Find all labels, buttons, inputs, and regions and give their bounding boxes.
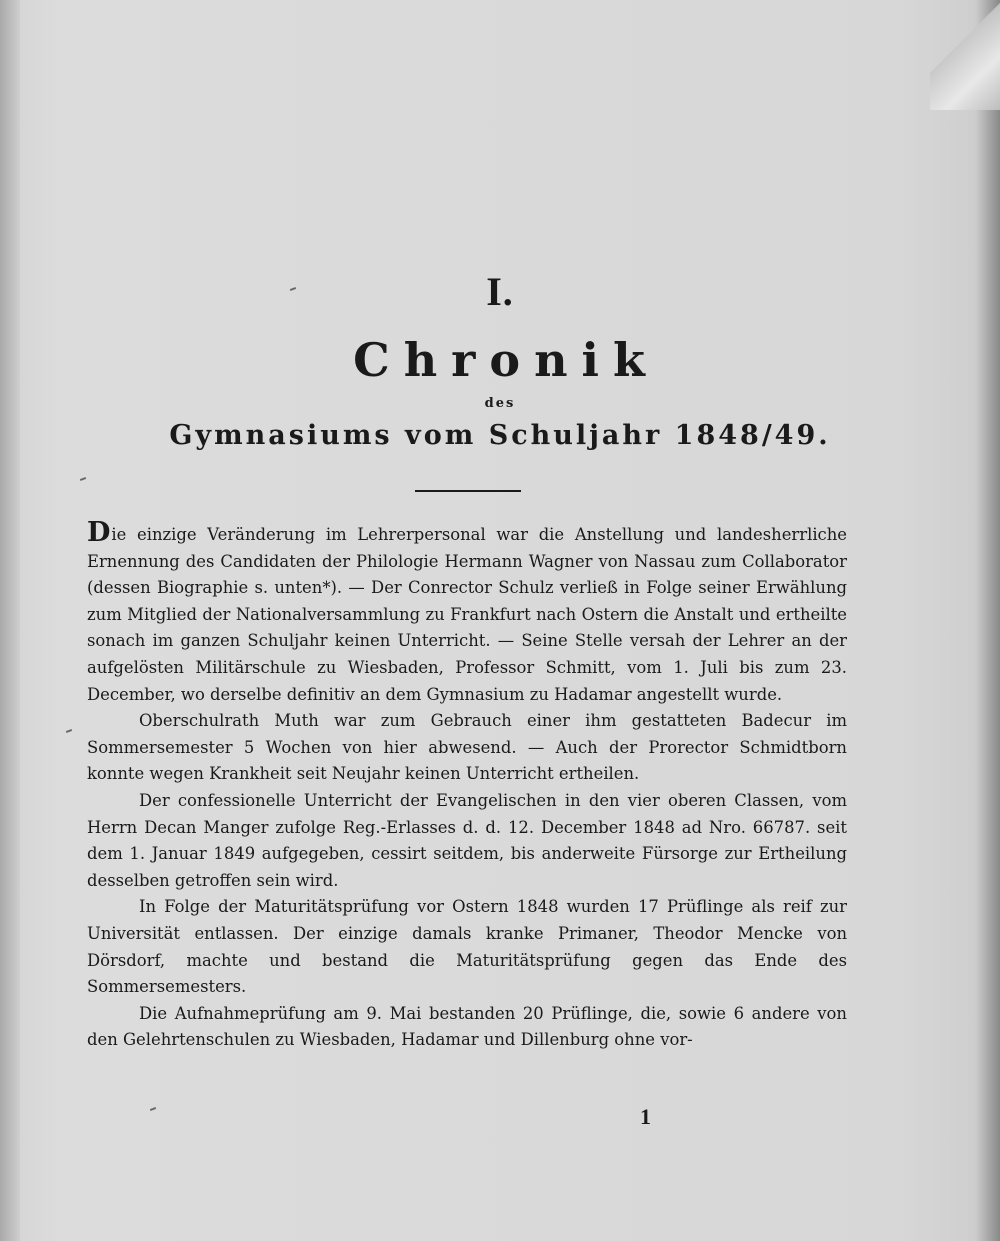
folded-corner [930, 0, 1000, 110]
paragraph-4: In Folge der Maturitätsprüfung vor Ostern 1848 wurden 17 Prüflinge als reif zur Universität entlassen. Der einzige damals kranke Primaner, Theodor Mencke von Dörsdorf, machte und bestand die Maturitätsprüfung gegen das Ende des Sommersemesters. [87, 897, 847, 997]
paragraph-5: Die Aufnahmeprüfung am 9. Mai bestanden 20 Prüflinge, die, sowie 6 andere von den Gelehrtenschulen zu Wiesbaden, Hadamar und Dillenburg ohne vor- [87, 1003, 847, 1050]
drop-cap: D [87, 517, 111, 548]
page-number: 1 [640, 1104, 651, 1129]
page-edge-shadow [976, 0, 1000, 1241]
binding-gutter [0, 0, 20, 1241]
chapter-title: Chronik [353, 333, 659, 387]
print-speck [150, 1107, 156, 1111]
print-speck [66, 729, 72, 733]
subtitle-article: des [484, 396, 516, 411]
paragraph-1 [87, 517, 847, 708]
body-text [87, 517, 847, 1054]
paragraph-1-text: ie einzige Veränderung im Lehrerpersonal war die Anstellung und landesherrliche Ernennung des Candidaten der Philologie Hermann Wagner von Nassau zum Collaborator (dessen Biographie s. unten*). — Der Conrector Schulz verließ in Folge seiner Erwählung zum Mitglied der Nationalversammlung zu Frankfurt nach Ostern die Anstalt und ertheilte sonach im ganzen Schuljahr keinen Unterricht. — Seine Stelle versah der Lehrer an der aufgelösten Militärschule zu Wiesbaden, Professor Schmitt, vom 1. Juli bis zum 23. December, wo derselbe definitiv an dem Gymnasium zu Hadamar angestellt wurde. [87, 525, 847, 704]
paragraph-3: Der confessionelle Unterricht der Evangelischen in den vier oberen Classen, vom Herrn Decan Manger zufolge Reg.-Erlasses d. d. 12. December 1848 ad Nro. 66787. seit dem 1. Januar 1849 aufgegeben, cessirt seitdem, bis anderweite Fürsorge zur Ertheilung desselben getroffen sein wird. [87, 790, 847, 890]
chapter-numeral: I. [486, 269, 514, 314]
print-speck [80, 477, 86, 481]
paragraph-2: Oberschulrath Muth war zum Gebrauch einer ihm gestatteten Badecur im Sommersemester 5 Wochen von hier abwesend. — Auch der Prorector Schmidtborn konnte wegen Krankheit seit Neujahr keinen Unterricht ertheilen. [87, 711, 847, 784]
chapter-subtitle: Gymnasiums vom Schuljahr 1848/49. [169, 420, 831, 451]
section-divider [415, 490, 521, 492]
